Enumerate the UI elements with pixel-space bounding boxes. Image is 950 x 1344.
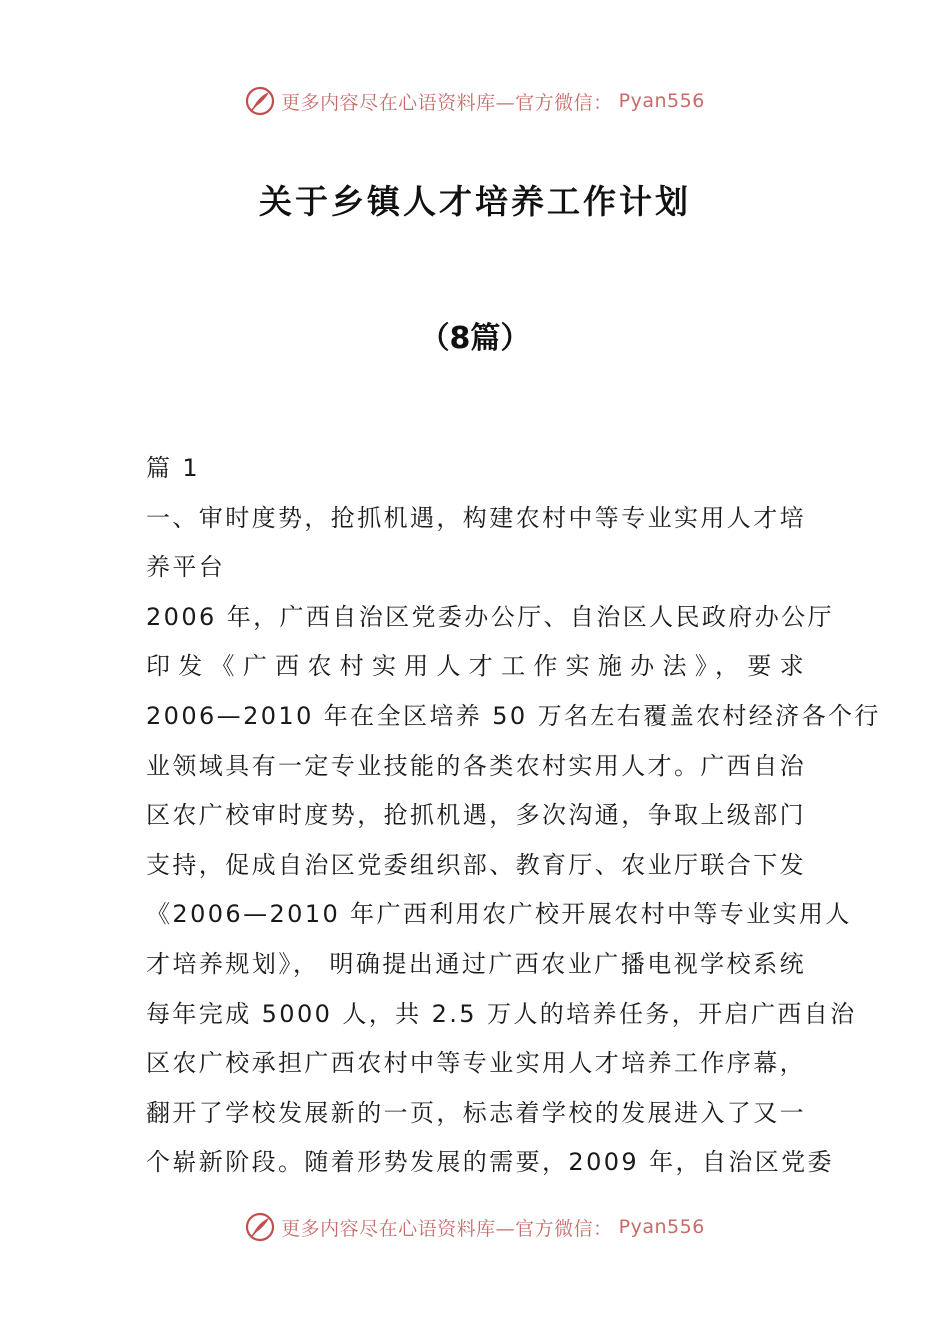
paragraph-line: 业领域具有一定专业技能的各类农村实用人才。广西自治: [146, 751, 806, 780]
footer-watermark: [0, 1212, 950, 1242]
paragraph-line: 印发《广西农村实用人才工作实施办法》，要求: [146, 652, 806, 681]
document-body: [146, 444, 881, 1188]
paragraph-line: 2006—2010 年在全区培养 50 万名左右覆盖农村经济各个行: [146, 701, 881, 730]
header-watermark: [0, 86, 950, 116]
paragraph-line: 翻开了学校发展新的一页，标志着学校的发展进入了又一: [146, 1098, 806, 1127]
quill-logo-icon: [245, 1212, 275, 1242]
watermark-text: 更多内容尽在心语资料库—官方微信：: [281, 91, 613, 114]
paragraph-line: 区农广校承担广西农村中等专业实用人才培养工作序幕，: [146, 1049, 806, 1078]
document-subtitle: （8篇）: [419, 321, 531, 356]
document-title: 关于乡镇人才培养工作计划: [259, 182, 691, 221]
paragraph-line: 一、审时度势，抢抓机遇，构建农村中等专业实用人才培: [146, 503, 806, 532]
section-heading: 篇 1: [146, 454, 201, 482]
watermark-wechat-id: Pyan556: [618, 1216, 705, 1238]
paragraph-line: 区农广校审时度势，抢抓机遇，多次沟通，争取上级部门: [146, 801, 806, 830]
watermark-wechat-id: Pyan556: [618, 90, 705, 112]
paragraph-line: 才培养规划》， 明确提出通过广西农业广播电视学校系统: [146, 949, 806, 978]
watermark-text: 更多内容尽在心语资料库—官方微信：: [281, 1217, 613, 1240]
paragraph-line: 支持，促成自治区党委组织部、教育厅、农业厅联合下发: [146, 850, 806, 879]
paragraph-line: 《2006—2010 年广西利用农广校开展农村中等专业实用人: [146, 900, 852, 929]
paragraph-line: 每年完成 5000 人，共 2.5 万人的培养任务，开启广西自治: [146, 999, 857, 1028]
paragraph-line: 养平台: [146, 553, 226, 582]
paragraph-line: 个崭新阶段。随着形势发展的需要，2009 年，自治区党委: [146, 1148, 834, 1177]
quill-logo-icon: [245, 86, 275, 116]
paragraph-line: 2006 年，广西自治区党委办公厅、自治区人民政府办公厅: [146, 602, 834, 631]
